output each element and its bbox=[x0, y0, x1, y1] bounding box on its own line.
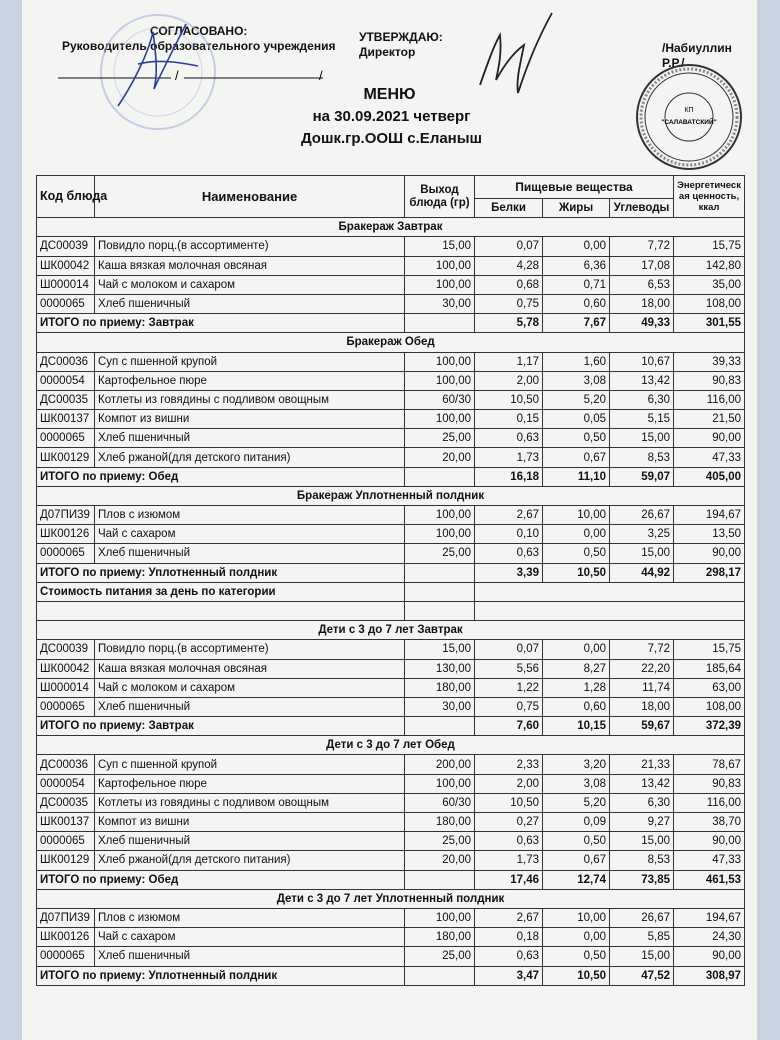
section-row bbox=[37, 736, 745, 755]
table-row bbox=[37, 448, 745, 467]
table-row bbox=[37, 371, 745, 390]
dish-code: 0000065 bbox=[37, 294, 95, 313]
director-name: /Набиуллин Р.Р./ bbox=[662, 41, 732, 70]
dish-yield: 15,00 bbox=[405, 237, 475, 256]
dish-protein: 0,27 bbox=[475, 813, 543, 832]
dish-fat: 0,67 bbox=[543, 448, 610, 467]
table-row bbox=[37, 429, 745, 448]
table-row bbox=[37, 793, 745, 812]
section-title: Бракераж Обед bbox=[37, 333, 745, 352]
total-fat: 7,67 bbox=[543, 314, 610, 333]
dish-protein: 10,50 bbox=[475, 390, 543, 409]
total-carbs: 44,92 bbox=[610, 563, 674, 582]
dish-name: Хлеб пшеничный bbox=[95, 294, 405, 313]
dish-protein: 1,73 bbox=[475, 851, 543, 870]
menu-date: на 30.09.2021 четверг bbox=[312, 108, 471, 125]
dish-yield: 100,00 bbox=[405, 275, 475, 294]
dish-carbs: 17,08 bbox=[610, 256, 674, 275]
dish-code: ШК00129 bbox=[37, 851, 95, 870]
dish-fat: 8,27 bbox=[543, 659, 610, 678]
dish-protein: 0,15 bbox=[475, 410, 543, 429]
dish-energy: 142,80 bbox=[674, 256, 745, 275]
dish-code: ШК00042 bbox=[37, 256, 95, 275]
dish-name: Хлеб ржаной(для детского питания) bbox=[95, 448, 405, 467]
dish-energy: 90,83 bbox=[674, 371, 745, 390]
dish-carbs: 7,72 bbox=[610, 237, 674, 256]
dish-code: 0000065 bbox=[37, 832, 95, 851]
dish-protein: 1,22 bbox=[475, 678, 543, 697]
dish-carbs: 6,30 bbox=[610, 390, 674, 409]
table-row bbox=[37, 544, 745, 563]
table-row bbox=[37, 774, 745, 793]
menu-table bbox=[36, 175, 745, 986]
dish-energy: 47,33 bbox=[674, 851, 745, 870]
dish-protein: 4,28 bbox=[475, 256, 543, 275]
dish-code: ДС00035 bbox=[37, 390, 95, 409]
section-title: Дети с 3 до 7 лет Уплотненный полдник bbox=[37, 889, 745, 908]
seal-center-top: КП bbox=[684, 107, 694, 114]
section-row bbox=[37, 889, 745, 908]
dish-name: Котлеты из говядины с подливом овощным bbox=[95, 793, 405, 812]
total-energy: 308,97 bbox=[674, 966, 745, 985]
dish-protein: 0,63 bbox=[475, 544, 543, 563]
total-row bbox=[37, 563, 745, 582]
cost-yield-empty bbox=[405, 582, 475, 601]
dish-fat: 3,08 bbox=[543, 774, 610, 793]
dish-fat: 0,67 bbox=[543, 851, 610, 870]
table-row bbox=[37, 928, 745, 947]
dish-yield: 60/30 bbox=[405, 390, 475, 409]
dish-energy: 194,67 bbox=[674, 506, 745, 525]
dish-carbs: 8,53 bbox=[610, 448, 674, 467]
dish-code: ШК00129 bbox=[37, 448, 95, 467]
dish-yield: 180,00 bbox=[405, 678, 475, 697]
total-energy: 301,55 bbox=[674, 314, 745, 333]
col-carbs: Углеводы bbox=[610, 199, 674, 218]
agreed-role: Руководитель образовательного учреждения bbox=[62, 39, 336, 53]
dish-yield: 180,00 bbox=[405, 928, 475, 947]
dish-energy: 21,50 bbox=[674, 410, 745, 429]
dish-carbs: 5,15 bbox=[610, 410, 674, 429]
cost-row bbox=[37, 582, 745, 601]
dish-protein: 5,56 bbox=[475, 659, 543, 678]
dish-energy: 15,75 bbox=[674, 640, 745, 659]
section-row bbox=[37, 621, 745, 640]
dish-name: Плов с изюмом bbox=[95, 506, 405, 525]
total-protein: 5,78 bbox=[475, 314, 543, 333]
dish-yield: 100,00 bbox=[405, 506, 475, 525]
dish-name: Суп с пшенной крупой bbox=[95, 352, 405, 371]
agreed-title: СОГЛАСОВАНО: bbox=[150, 24, 248, 38]
dish-code: 0000065 bbox=[37, 429, 95, 448]
dish-code: ДС00036 bbox=[37, 352, 95, 371]
svg-text:/: / bbox=[175, 68, 179, 83]
total-yield-empty bbox=[405, 870, 475, 889]
cost-value-empty bbox=[475, 582, 745, 601]
total-fat: 10,50 bbox=[543, 563, 610, 582]
total-yield-empty bbox=[405, 563, 475, 582]
section-title: Дети с 3 до 7 лет Обед bbox=[37, 736, 745, 755]
total-row bbox=[37, 717, 745, 736]
total-fat: 12,74 bbox=[543, 870, 610, 889]
total-label: ИТОГО по приему: Завтрак bbox=[37, 717, 405, 736]
dish-carbs: 15,00 bbox=[610, 544, 674, 563]
dish-yield: 130,00 bbox=[405, 659, 475, 678]
table-row bbox=[37, 908, 745, 927]
dish-name: Хлеб пшеничный bbox=[95, 544, 405, 563]
dish-code: 0000065 bbox=[37, 697, 95, 716]
dish-name: Каша вязкая молочная овсяная bbox=[95, 659, 405, 678]
dish-protein: 0,63 bbox=[475, 429, 543, 448]
dish-name: Хлеб пшеничный bbox=[95, 832, 405, 851]
dish-fat: 6,36 bbox=[543, 256, 610, 275]
dish-name: Плов с изюмом bbox=[95, 908, 405, 927]
total-protein: 7,60 bbox=[475, 717, 543, 736]
section-title: Бракераж Уплотненный полдник bbox=[37, 486, 745, 505]
blank-cell bbox=[37, 601, 405, 620]
dish-protein: 2,67 bbox=[475, 908, 543, 927]
dish-code: ШК00126 bbox=[37, 525, 95, 544]
total-protein: 3,39 bbox=[475, 563, 543, 582]
dish-protein: 0,63 bbox=[475, 947, 543, 966]
dish-carbs: 13,42 bbox=[610, 371, 674, 390]
dish-yield: 100,00 bbox=[405, 908, 475, 927]
dish-name: Чай с сахаром bbox=[95, 928, 405, 947]
table-row bbox=[37, 832, 745, 851]
dish-code: Ш000014 bbox=[37, 275, 95, 294]
dish-carbs: 18,00 bbox=[610, 294, 674, 313]
section-title: Дети с 3 до 7 лет Завтрак bbox=[37, 621, 745, 640]
dish-carbs: 11,74 bbox=[610, 678, 674, 697]
dish-yield: 100,00 bbox=[405, 774, 475, 793]
total-label: ИТОГО по приему: Завтрак bbox=[37, 314, 405, 333]
table-row bbox=[37, 410, 745, 429]
approve-role: Директор bbox=[359, 45, 416, 59]
table-row bbox=[37, 275, 745, 294]
total-carbs: 49,33 bbox=[610, 314, 674, 333]
dish-code: 0000065 bbox=[37, 544, 95, 563]
col-nutrients: Пищевые вещества bbox=[475, 176, 674, 199]
total-protein: 17,46 bbox=[475, 870, 543, 889]
section-row bbox=[37, 218, 745, 237]
dish-energy: 15,75 bbox=[674, 237, 745, 256]
dish-protein: 2,00 bbox=[475, 774, 543, 793]
dish-fat: 0,00 bbox=[543, 928, 610, 947]
dish-name: Суп с пшенной крупой bbox=[95, 755, 405, 774]
total-label: ИТОГО по приему: Обед bbox=[37, 870, 405, 889]
dish-name: Чай с молоком и сахаром bbox=[95, 678, 405, 697]
dish-yield: 25,00 bbox=[405, 429, 475, 448]
dish-fat: 5,20 bbox=[543, 390, 610, 409]
dish-carbs: 6,53 bbox=[610, 275, 674, 294]
table-row bbox=[37, 525, 745, 544]
table-row bbox=[37, 678, 745, 697]
dish-energy: 108,00 bbox=[674, 697, 745, 716]
dish-fat: 0,00 bbox=[543, 640, 610, 659]
dish-carbs: 15,00 bbox=[610, 429, 674, 448]
dish-fat: 0,60 bbox=[543, 294, 610, 313]
dish-code: ШК00137 bbox=[37, 410, 95, 429]
total-yield-empty bbox=[405, 717, 475, 736]
dish-name: Хлеб пшеничный bbox=[95, 697, 405, 716]
col-code: Код блюда bbox=[37, 176, 95, 218]
total-fat: 11,10 bbox=[543, 467, 610, 486]
dish-energy: 116,00 bbox=[674, 793, 745, 812]
total-fat: 10,50 bbox=[543, 966, 610, 985]
blank-cell bbox=[405, 601, 475, 620]
dish-code: 0000054 bbox=[37, 371, 95, 390]
dish-fat: 1,60 bbox=[543, 352, 610, 371]
dish-carbs: 21,33 bbox=[610, 755, 674, 774]
dish-protein: 2,00 bbox=[475, 371, 543, 390]
dish-protein: 0,75 bbox=[475, 697, 543, 716]
total-carbs: 73,85 bbox=[610, 870, 674, 889]
dish-fat: 0,50 bbox=[543, 544, 610, 563]
total-label: ИТОГО по приему: Обед bbox=[37, 467, 405, 486]
dish-protein: 0,10 bbox=[475, 525, 543, 544]
dish-carbs: 6,30 bbox=[610, 793, 674, 812]
dish-yield: 15,00 bbox=[405, 640, 475, 659]
dish-carbs: 18,00 bbox=[610, 697, 674, 716]
dish-yield: 100,00 bbox=[405, 410, 475, 429]
dish-name: Повидло порц.(в ассортименте) bbox=[95, 640, 405, 659]
dish-carbs: 26,67 bbox=[610, 506, 674, 525]
dish-code: ДС00039 bbox=[37, 237, 95, 256]
menu-title: МЕНЮ bbox=[363, 86, 416, 103]
total-yield-empty bbox=[405, 966, 475, 985]
table-row bbox=[37, 390, 745, 409]
dish-yield: 30,00 bbox=[405, 294, 475, 313]
dish-name: Чай с сахаром bbox=[95, 525, 405, 544]
section-title: Бракераж Завтрак bbox=[37, 218, 745, 237]
dish-carbs: 10,67 bbox=[610, 352, 674, 371]
dish-energy: 38,70 bbox=[674, 813, 745, 832]
approve-title: УТВЕРЖДАЮ: bbox=[359, 30, 443, 44]
dish-fat: 0,09 bbox=[543, 813, 610, 832]
dish-carbs: 15,00 bbox=[610, 832, 674, 851]
dish-energy: 63,00 bbox=[674, 678, 745, 697]
table-row bbox=[37, 755, 745, 774]
dish-yield: 30,00 bbox=[405, 697, 475, 716]
dish-energy: 47,33 bbox=[674, 448, 745, 467]
dish-fat: 5,20 bbox=[543, 793, 610, 812]
dish-code: ДС00039 bbox=[37, 640, 95, 659]
dish-carbs: 15,00 bbox=[610, 947, 674, 966]
total-fat: 10,15 bbox=[543, 717, 610, 736]
dish-name: Компот из вишни bbox=[95, 813, 405, 832]
table-row bbox=[37, 506, 745, 525]
dish-yield: 60/30 bbox=[405, 793, 475, 812]
dish-yield: 100,00 bbox=[405, 256, 475, 275]
dish-yield: 180,00 bbox=[405, 813, 475, 832]
dish-energy: 108,00 bbox=[674, 294, 745, 313]
dish-code: ШК00042 bbox=[37, 659, 95, 678]
dish-code: ШК00126 bbox=[37, 928, 95, 947]
dish-carbs: 13,42 bbox=[610, 774, 674, 793]
blank-cell bbox=[475, 601, 745, 620]
dish-protein: 0,75 bbox=[475, 294, 543, 313]
col-name: Наименование bbox=[95, 176, 405, 218]
total-label: ИТОГО по приему: Уплотненный полдник bbox=[37, 966, 405, 985]
table-row bbox=[37, 256, 745, 275]
dish-code: 0000065 bbox=[37, 947, 95, 966]
dish-yield: 25,00 bbox=[405, 832, 475, 851]
col-fat: Жиры bbox=[543, 199, 610, 218]
dish-fat: 10,00 bbox=[543, 908, 610, 927]
dish-carbs: 22,20 bbox=[610, 659, 674, 678]
dish-protein: 1,17 bbox=[475, 352, 543, 371]
dish-energy: 90,00 bbox=[674, 947, 745, 966]
table-row bbox=[37, 813, 745, 832]
dish-energy: 90,00 bbox=[674, 429, 745, 448]
dish-fat: 1,28 bbox=[543, 678, 610, 697]
dish-name: Хлеб ржаной(для детского питания) bbox=[95, 851, 405, 870]
dish-code: ДС00036 bbox=[37, 755, 95, 774]
total-row bbox=[37, 966, 745, 985]
dish-name: Компот из вишни bbox=[95, 410, 405, 429]
total-carbs: 59,07 bbox=[610, 467, 674, 486]
dish-name: Картофельное пюре bbox=[95, 774, 405, 793]
col-yield: Выход блюда (гр) bbox=[405, 176, 475, 218]
total-row bbox=[37, 314, 745, 333]
total-carbs: 47,52 bbox=[610, 966, 674, 985]
menu-group: Дошк.гр.ООШ с.Еланыш bbox=[300, 130, 483, 147]
dish-fat: 3,08 bbox=[543, 371, 610, 390]
dish-yield: 100,00 bbox=[405, 352, 475, 371]
dish-fat: 10,00 bbox=[543, 506, 610, 525]
dish-protein: 0,07 bbox=[475, 640, 543, 659]
section-row bbox=[37, 333, 745, 352]
total-row bbox=[37, 870, 745, 889]
total-carbs: 59,67 bbox=[610, 717, 674, 736]
total-energy: 461,53 bbox=[674, 870, 745, 889]
dish-name: Повидло порц.(в ассортименте) bbox=[95, 237, 405, 256]
menu-body bbox=[37, 218, 745, 986]
dish-yield: 25,00 bbox=[405, 947, 475, 966]
dish-yield: 20,00 bbox=[405, 851, 475, 870]
dish-fat: 3,20 bbox=[543, 755, 610, 774]
svg-text:/: / bbox=[319, 68, 323, 83]
dish-carbs: 8,53 bbox=[610, 851, 674, 870]
col-energy: Энергетическ ая ценность, ккал bbox=[674, 176, 745, 218]
dish-code: ДС00035 bbox=[37, 793, 95, 812]
total-energy: 405,00 bbox=[674, 467, 745, 486]
seal-center-name: "САЛАВАТСКИЙ" bbox=[661, 119, 717, 126]
col-protein: Белки bbox=[475, 199, 543, 218]
table-row bbox=[37, 237, 745, 256]
dish-protein: 0,63 bbox=[475, 832, 543, 851]
dish-carbs: 3,25 bbox=[610, 525, 674, 544]
cost-label: Стоимость питания за день по категории bbox=[37, 582, 405, 601]
dish-yield: 25,00 bbox=[405, 544, 475, 563]
dish-code: Д07ПИ39 bbox=[37, 506, 95, 525]
table-row bbox=[37, 851, 745, 870]
dish-protein: 2,33 bbox=[475, 755, 543, 774]
total-yield-empty bbox=[405, 314, 475, 333]
total-row bbox=[37, 467, 745, 486]
total-protein: 16,18 bbox=[475, 467, 543, 486]
dish-fat: 0,60 bbox=[543, 697, 610, 716]
dish-energy: 90,83 bbox=[674, 774, 745, 793]
menu-sheet bbox=[22, 0, 757, 1040]
dish-protein: 0,68 bbox=[475, 275, 543, 294]
total-energy: 298,17 bbox=[674, 563, 745, 582]
dish-energy: 90,00 bbox=[674, 544, 745, 563]
dish-protein: 10,50 bbox=[475, 793, 543, 812]
dish-code: ШК00137 bbox=[37, 813, 95, 832]
dish-energy: 13,50 bbox=[674, 525, 745, 544]
table-row bbox=[37, 947, 745, 966]
dish-name: Чай с молоком и сахаром bbox=[95, 275, 405, 294]
dish-protein: 2,67 bbox=[475, 506, 543, 525]
dish-carbs: 26,67 bbox=[610, 908, 674, 927]
dish-name: Картофельное пюре bbox=[95, 371, 405, 390]
dish-name: Котлеты из говядины с подливом овощным bbox=[95, 390, 405, 409]
dish-fat: 0,50 bbox=[543, 947, 610, 966]
dish-code: Ш000014 bbox=[37, 678, 95, 697]
dish-carbs: 7,72 bbox=[610, 640, 674, 659]
total-yield-empty bbox=[405, 467, 475, 486]
total-protein: 3,47 bbox=[475, 966, 543, 985]
dish-yield: 200,00 bbox=[405, 755, 475, 774]
dish-protein: 1,73 bbox=[475, 448, 543, 467]
dish-energy: 194,67 bbox=[674, 908, 745, 927]
dish-yield: 20,00 bbox=[405, 448, 475, 467]
dish-energy: 35,00 bbox=[674, 275, 745, 294]
table-row bbox=[37, 697, 745, 716]
dish-yield: 100,00 bbox=[405, 525, 475, 544]
dish-fat: 0,00 bbox=[543, 237, 610, 256]
table-row bbox=[37, 352, 745, 371]
dish-fat: 0,50 bbox=[543, 429, 610, 448]
dish-code: 0000054 bbox=[37, 774, 95, 793]
dish-name: Хлеб пшеничный bbox=[95, 429, 405, 448]
dish-fat: 0,05 bbox=[543, 410, 610, 429]
dish-code: Д07ПИ39 bbox=[37, 908, 95, 927]
dish-fat: 0,00 bbox=[543, 525, 610, 544]
dish-energy: 78,67 bbox=[674, 755, 745, 774]
dish-energy: 116,00 bbox=[674, 390, 745, 409]
table-row bbox=[37, 294, 745, 313]
table-row bbox=[37, 659, 745, 678]
dish-energy: 90,00 bbox=[674, 832, 745, 851]
dish-protein: 0,07 bbox=[475, 237, 543, 256]
dish-fat: 0,50 bbox=[543, 832, 610, 851]
dish-name: Хлеб пшеничный bbox=[95, 947, 405, 966]
dish-protein: 0,18 bbox=[475, 928, 543, 947]
total-label: ИТОГО по приему: Уплотненный полдник bbox=[37, 563, 405, 582]
dish-fat: 0,71 bbox=[543, 275, 610, 294]
blank-row bbox=[37, 601, 745, 620]
dish-energy: 185,64 bbox=[674, 659, 745, 678]
dish-carbs: 9,27 bbox=[610, 813, 674, 832]
dish-name: Каша вязкая молочная овсяная bbox=[95, 256, 405, 275]
dish-yield: 100,00 bbox=[405, 371, 475, 390]
total-energy: 372,39 bbox=[674, 717, 745, 736]
dish-energy: 24,30 bbox=[674, 928, 745, 947]
dish-carbs: 5,85 bbox=[610, 928, 674, 947]
dish-energy: 39,33 bbox=[674, 352, 745, 371]
table-row bbox=[37, 640, 745, 659]
section-row bbox=[37, 486, 745, 505]
